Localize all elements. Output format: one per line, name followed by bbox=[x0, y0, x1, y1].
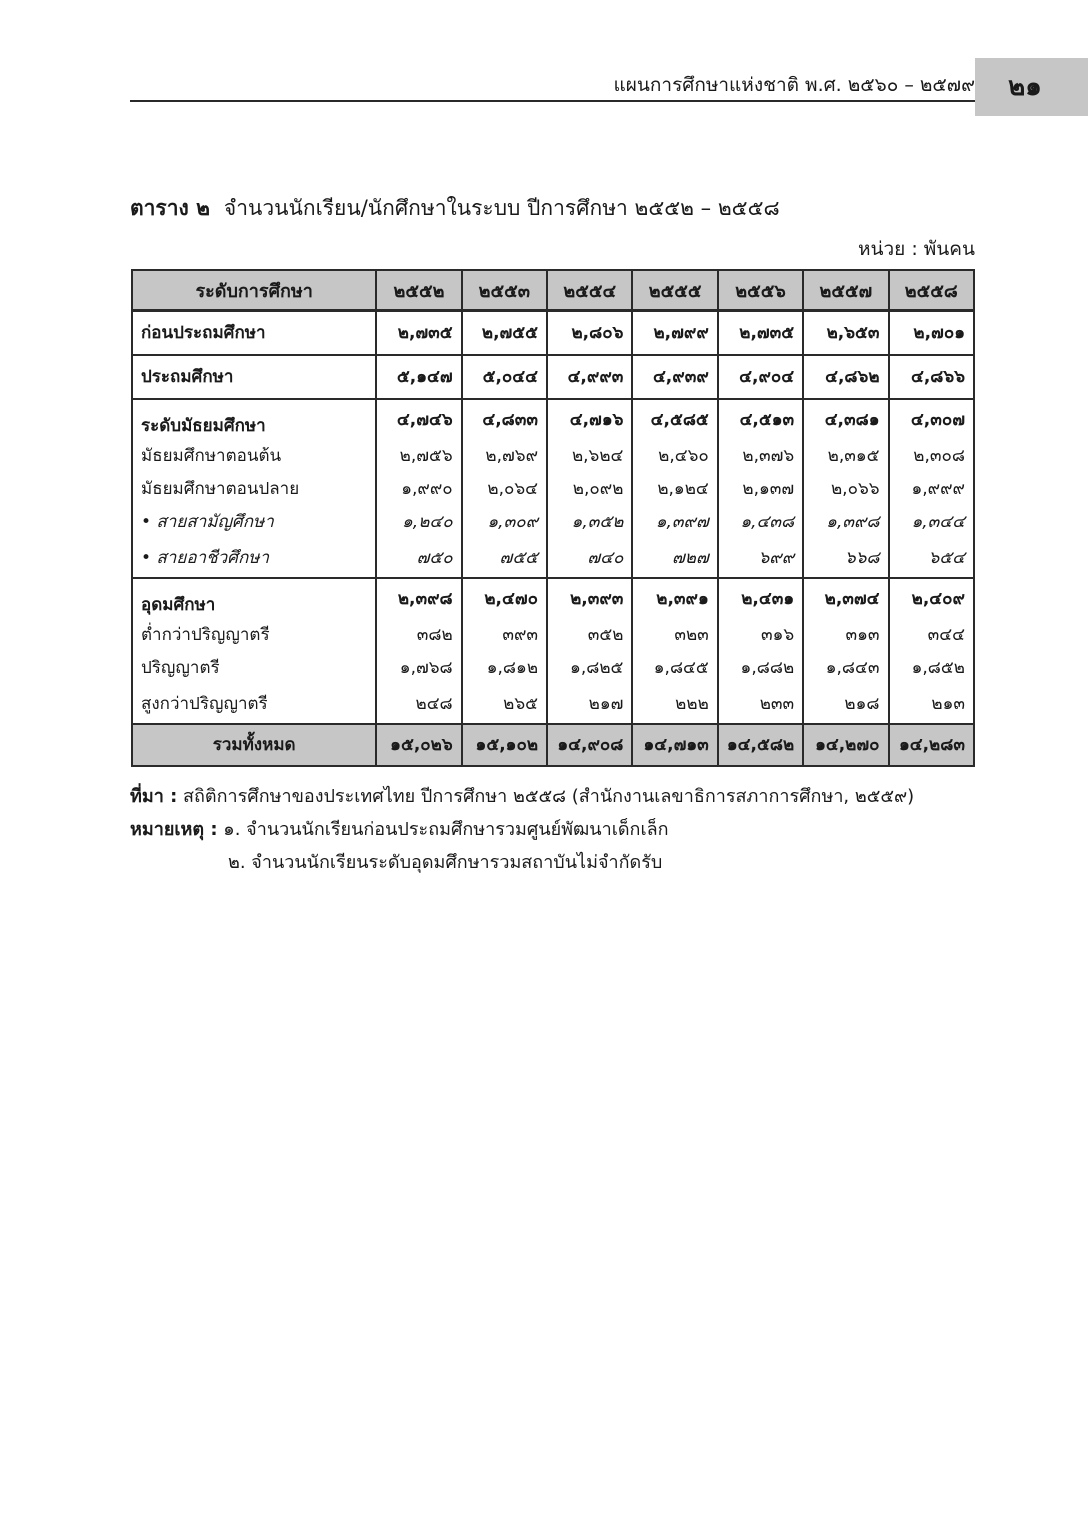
table-cell: ๖๕๔ bbox=[889, 538, 974, 578]
table-cell: ๒,๔๖๐ bbox=[632, 439, 717, 472]
table-cell: ๒,๑๒๔ bbox=[632, 472, 717, 505]
table-cell: ๑,๗๖๘ bbox=[376, 651, 461, 684]
header-year: ๒๕๕๘ bbox=[889, 270, 974, 311]
table-cell: ๑,๘๑๒ bbox=[462, 651, 547, 684]
source-text: สถิติการศึกษาของประเทศไทย ปีการศึกษา ๒๕๕๘ (สำนักงานเลขาธิการสภาการศึกษา, ๒๕๕๙) bbox=[183, 786, 915, 807]
table-cell: ๒,๗๓๕ bbox=[718, 311, 803, 355]
table-cell: ๔,๙๙๓ bbox=[547, 355, 632, 399]
table-cell: ๒,๔๐๙ bbox=[889, 578, 974, 618]
table-cell: ๖๙๙ bbox=[718, 538, 803, 578]
table-cell: ๔,๓๐๗ bbox=[889, 399, 974, 439]
header-year: ๒๕๕๓ bbox=[462, 270, 547, 311]
remark-label: หมายเหตุ : bbox=[130, 819, 218, 840]
remark-note bbox=[130, 813, 914, 846]
table-cell: ๒๖๕ bbox=[462, 684, 547, 724]
table-cell: ๒๑๘ bbox=[803, 684, 888, 724]
table-cell: ๑,๙๙๐ bbox=[376, 472, 461, 505]
table-cell: ๔,๕๑๓ bbox=[718, 399, 803, 439]
table-cell: ๔,๘๖๒ bbox=[803, 355, 888, 399]
remark-1: ๑. จำนวนนักเรียนก่อนประถมศึกษารวมศูนย์พัฒนาเด็กเล็ก bbox=[223, 819, 669, 840]
table-cell: ๔,๕๘๕ bbox=[632, 399, 717, 439]
row-label: ระดับมัธยมศึกษา bbox=[132, 399, 376, 439]
table-cell: ๒,๓๗๖ bbox=[718, 439, 803, 472]
table-cell: ๔,๙๐๔ bbox=[718, 355, 803, 399]
total-cell: ๑๕,๐๒๖ bbox=[376, 724, 461, 766]
source-note bbox=[130, 780, 914, 813]
table-cell: ๗๔๐ bbox=[547, 538, 632, 578]
table-cell: ๓๒๓ bbox=[632, 618, 717, 651]
table-row bbox=[132, 399, 974, 439]
total-cell: ๑๔,๒๗๐ bbox=[803, 724, 888, 766]
remark-2: ๒. จำนวนนักเรียนระดับอุดมศึกษารวมสถาบันไม่จำกัดรับ bbox=[228, 852, 663, 873]
table-row bbox=[132, 439, 974, 472]
table-cell: ๒,๓๙๑ bbox=[632, 578, 717, 618]
table-row bbox=[132, 505, 974, 538]
table-header bbox=[132, 270, 974, 311]
table-cell: ๒,๗๖๙ bbox=[462, 439, 547, 472]
table-cell: ๒๑๗ bbox=[547, 684, 632, 724]
table-cell: ๒,๐๖๖ bbox=[803, 472, 888, 505]
student-statistics-table bbox=[131, 269, 975, 767]
table-row bbox=[132, 311, 974, 355]
table-caption-label: ตาราง ๒ bbox=[130, 196, 210, 220]
table-cell: ๒,๓๙๘ bbox=[376, 578, 461, 618]
table-cell: ๑,๔๓๘ bbox=[718, 505, 803, 538]
table-cell: ๒,๗๐๑ bbox=[889, 311, 974, 355]
table-cell: ๑,๓๐๙ bbox=[462, 505, 547, 538]
table-cell: ๑,๘๒๕ bbox=[547, 651, 632, 684]
table-cell: ๗๕๐ bbox=[376, 538, 461, 578]
table-header-row bbox=[132, 270, 974, 311]
source-label: ที่มา : bbox=[130, 786, 178, 807]
header-year: ๒๕๕๗ bbox=[803, 270, 888, 311]
header-year: ๒๕๕๕ bbox=[632, 270, 717, 311]
table-cell: ๔,๓๘๑ bbox=[803, 399, 888, 439]
row-label: • สายสามัญศึกษา bbox=[132, 505, 376, 538]
table-row bbox=[132, 578, 974, 618]
remark-note-2 bbox=[130, 846, 914, 879]
table-cell: ๑,๙๙๙ bbox=[889, 472, 974, 505]
table-cell: ๒,๔๗๐ bbox=[462, 578, 547, 618]
table-cell: ๒,๓๑๕ bbox=[803, 439, 888, 472]
table-cell: ๔,๗๔๖ bbox=[376, 399, 461, 439]
table-cell: ๑,๒๔๐ bbox=[376, 505, 461, 538]
row-label: มัธยมศึกษาตอนปลาย bbox=[132, 472, 376, 505]
table-cell: ๓๙๓ bbox=[462, 618, 547, 651]
unit-note: หน่วย : พันคน bbox=[857, 238, 975, 260]
total-cell: ๑๔,๗๑๓ bbox=[632, 724, 717, 766]
table-body bbox=[132, 311, 974, 766]
table-cell: ๒,๖๕๓ bbox=[803, 311, 888, 355]
table-cell: ๒๑๓ bbox=[889, 684, 974, 724]
table-cell: ๗๕๕ bbox=[462, 538, 547, 578]
table-cell: ๑,๘๔๓ bbox=[803, 651, 888, 684]
running-header bbox=[130, 72, 975, 102]
table-cell: ๑,๓๔๔ bbox=[889, 505, 974, 538]
table-cell: ๒,๓๐๘ bbox=[889, 439, 974, 472]
table-cell: ๔,๘๖๖ bbox=[889, 355, 974, 399]
header-year: ๒๕๕๖ bbox=[718, 270, 803, 311]
header-year: ๒๕๕๔ bbox=[547, 270, 632, 311]
header-year: ๒๕๕๒ bbox=[376, 270, 461, 311]
running-title: แผนการศึกษาแห่งชาติ พ.ศ. ๒๕๖๐ – ๒๕๗๙ bbox=[613, 74, 975, 96]
page-number-tab bbox=[975, 58, 1088, 116]
table-cell: ๔,๙๓๙ bbox=[632, 355, 717, 399]
table-row bbox=[132, 651, 974, 684]
table-cell: ๓๑๓ bbox=[803, 618, 888, 651]
table-cell: ๓๕๒ bbox=[547, 618, 632, 651]
table-cell: ๒,๘๐๖ bbox=[547, 311, 632, 355]
total-cell: ๑๔,๒๘๓ bbox=[889, 724, 974, 766]
table-cell: ๑,๓๙๗ bbox=[632, 505, 717, 538]
table-cell: ๑,๓๕๒ bbox=[547, 505, 632, 538]
table-row bbox=[132, 355, 974, 399]
table-cell: ๒,๓๗๔ bbox=[803, 578, 888, 618]
table-cell: ๒,๐๖๔ bbox=[462, 472, 547, 505]
row-label: สูงกว่าปริญญาตรี bbox=[132, 684, 376, 724]
table-row bbox=[132, 538, 974, 578]
table-cell: ๑,๘๔๕ bbox=[632, 651, 717, 684]
table-caption-text: จำนวนนักเรียน/นักศึกษาในระบบ ปีการศึกษา ๒๕๕๒ – ๒๕๕๘ bbox=[223, 196, 780, 220]
row-label: ก่อนประถมศึกษา bbox=[132, 311, 376, 355]
table-cell: ๕,๐๔๔ bbox=[462, 355, 547, 399]
table-cell: ๒,๔๓๑ bbox=[718, 578, 803, 618]
table-cell: ๖๖๘ bbox=[803, 538, 888, 578]
table-cell: ๑,๘๘๒ bbox=[718, 651, 803, 684]
table-cell: ๑,๘๕๒ bbox=[889, 651, 974, 684]
table-cell: ๓๘๒ bbox=[376, 618, 461, 651]
table-cell: ๒,๗๓๕ bbox=[376, 311, 461, 355]
row-label: ต่ำกว่าปริญญาตรี bbox=[132, 618, 376, 651]
header-education-level: ระดับการศึกษา bbox=[132, 270, 376, 311]
table-row bbox=[132, 684, 974, 724]
row-label: อุดมศึกษา bbox=[132, 578, 376, 618]
table-cell: ๒,๗๕๖ bbox=[376, 439, 461, 472]
total-label: รวมทั้งหมด bbox=[132, 724, 376, 766]
table-cell: ๕,๑๔๗ bbox=[376, 355, 461, 399]
row-label: ประถมศึกษา bbox=[132, 355, 376, 399]
notes bbox=[130, 780, 914, 879]
table-cell: ๔,๗๑๖ bbox=[547, 399, 632, 439]
table-cell: ๒๓๓ bbox=[718, 684, 803, 724]
total-cell: ๑๕,๑๐๒ bbox=[462, 724, 547, 766]
table-cell: ๒๒๒ bbox=[632, 684, 717, 724]
table-cell: ๒,๗๙๙ bbox=[632, 311, 717, 355]
table-caption bbox=[130, 192, 780, 224]
table-cell: ๒,๖๒๔ bbox=[547, 439, 632, 472]
table-cell: ๑,๓๙๘ bbox=[803, 505, 888, 538]
table-cell: ๒,๗๕๕ bbox=[462, 311, 547, 355]
row-label: ปริญญาตรี bbox=[132, 651, 376, 684]
table-row bbox=[132, 618, 974, 651]
row-label: • สายอาชีวศึกษา bbox=[132, 538, 376, 578]
table-cell: ๔,๘๓๓ bbox=[462, 399, 547, 439]
total-row bbox=[132, 724, 974, 766]
table-cell: ๒,๑๓๗ bbox=[718, 472, 803, 505]
table-cell: ๒,๓๙๓ bbox=[547, 578, 632, 618]
total-cell: ๑๔,๙๐๘ bbox=[547, 724, 632, 766]
table-cell: ๓๑๖ bbox=[718, 618, 803, 651]
table-row bbox=[132, 472, 974, 505]
page-number: ๒๑ bbox=[1008, 72, 1042, 102]
table-cell: ๒๔๘ bbox=[376, 684, 461, 724]
table-cell: ๗๒๗ bbox=[632, 538, 717, 578]
total-cell: ๑๔,๕๘๒ bbox=[718, 724, 803, 766]
table-cell: ๒,๐๙๒ bbox=[547, 472, 632, 505]
table-cell: ๓๔๔ bbox=[889, 618, 974, 651]
row-label: มัธยมศึกษาตอนต้น bbox=[132, 439, 376, 472]
